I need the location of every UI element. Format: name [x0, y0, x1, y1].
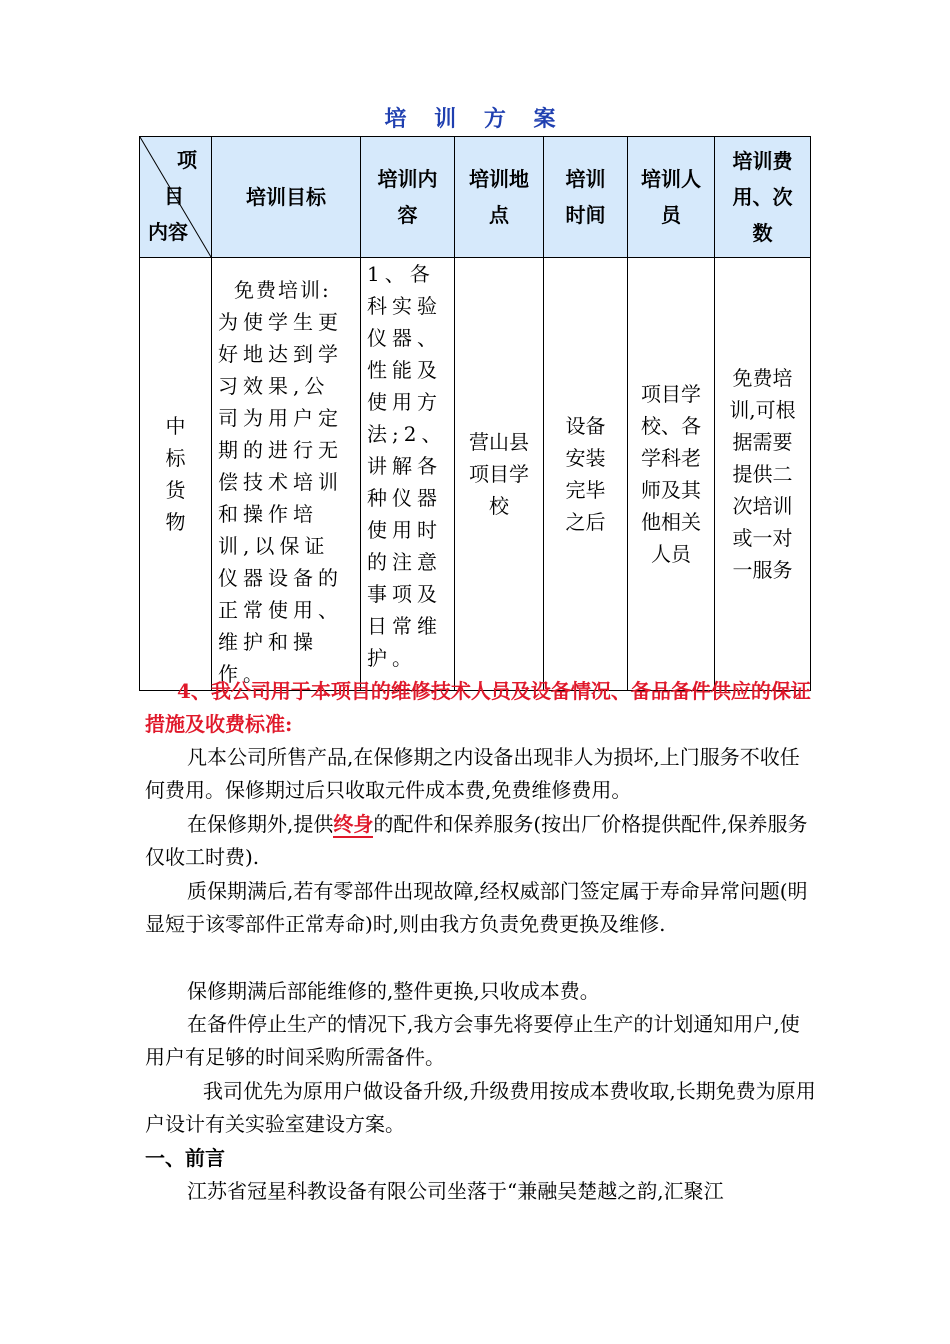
paragraph-replace: 保修期满后部能维修的,整件更换,只收成本费。 [187, 979, 600, 1003]
paragraph-quality: 质保期满后,若有零部件出现故障,经权威部门签定属于寿命异常问题(明显短于该零部件正常寿命)时,则由我方负责免费更换及维修. [145, 879, 808, 936]
document-title: 培 训 方 案 [384, 106, 566, 132]
header-label-item-2: 目 [164, 184, 184, 208]
paragraph-after-warranty: 在保修期外,提供终身的配件和保养服务(按出厂价格提供配件,保养服务仅收工时费). [145, 812, 808, 869]
header-label-item: 项 [177, 148, 197, 172]
paragraph-warranty: 凡本公司所售产品,在保修期之内设备出现非人为损坏,上门服务不收任何费用。保修期过后只收取元件成本费,免费维修费用。 [145, 745, 800, 802]
diagonal-header-cell [140, 137, 212, 258]
header-place: 培训地点 [455, 137, 544, 258]
paragraph-upgrade: 我司优先为原用户做设备升级,升级费用按成本费收取,长期免费为原用户设计有关实验室建设方案。 [145, 1079, 816, 1136]
header-label-content: 内容 [148, 220, 188, 244]
header-staff: 培训人员 [628, 137, 715, 258]
header-fee: 培训费用、次数 [715, 137, 811, 258]
heading-4: 4、我公司用于本项目的维修技术人员及设备情况、备品备件供应的保证措施及收费标准: [145, 679, 811, 736]
header-time: 培训时间 [544, 137, 628, 258]
cell-fee: 免费培训,可根据需要提供二次培训或一对一服务 [715, 258, 811, 691]
highlight-lifetime: 终身 [333, 812, 374, 836]
cell-staff: 项目学校、各学科老师及其他相关人员 [628, 258, 715, 691]
training-plan-table [139, 136, 811, 691]
header-goal: 培训目标 [212, 137, 361, 258]
cell-content: 1、各科实验仪器、性能及使用方法;2、讲解各种仪器使用时的注意事项及日常维护。 [361, 258, 455, 691]
cell-time: 设备安装完毕之后 [544, 258, 628, 691]
table-header-row [140, 137, 811, 258]
cell-item: 中标货物 [140, 258, 212, 691]
header-content: 培训内容 [361, 137, 455, 258]
table-row [140, 258, 811, 691]
paragraph-company: 江苏省冠星科教设备有限公司坐落于“兼融吴楚越之韵,汇聚江 [187, 1179, 724, 1203]
cell-goal: 免费培训: 为使学生更好地达到学习效果,公司为用户定期的进行无偿技术培训和操作培训,以保证仪器设备的正常使用、维护和操作。 [212, 258, 361, 691]
paragraph-spare-parts: 在备件停止生产的情况下,我方会事先将要停止生产的计划通知用户,使用户有足够的时间采购所需备件。 [145, 1012, 800, 1069]
section-heading-foreword: 一、前言 [145, 1146, 225, 1170]
cell-place: 营山县项目学校 [455, 258, 544, 691]
